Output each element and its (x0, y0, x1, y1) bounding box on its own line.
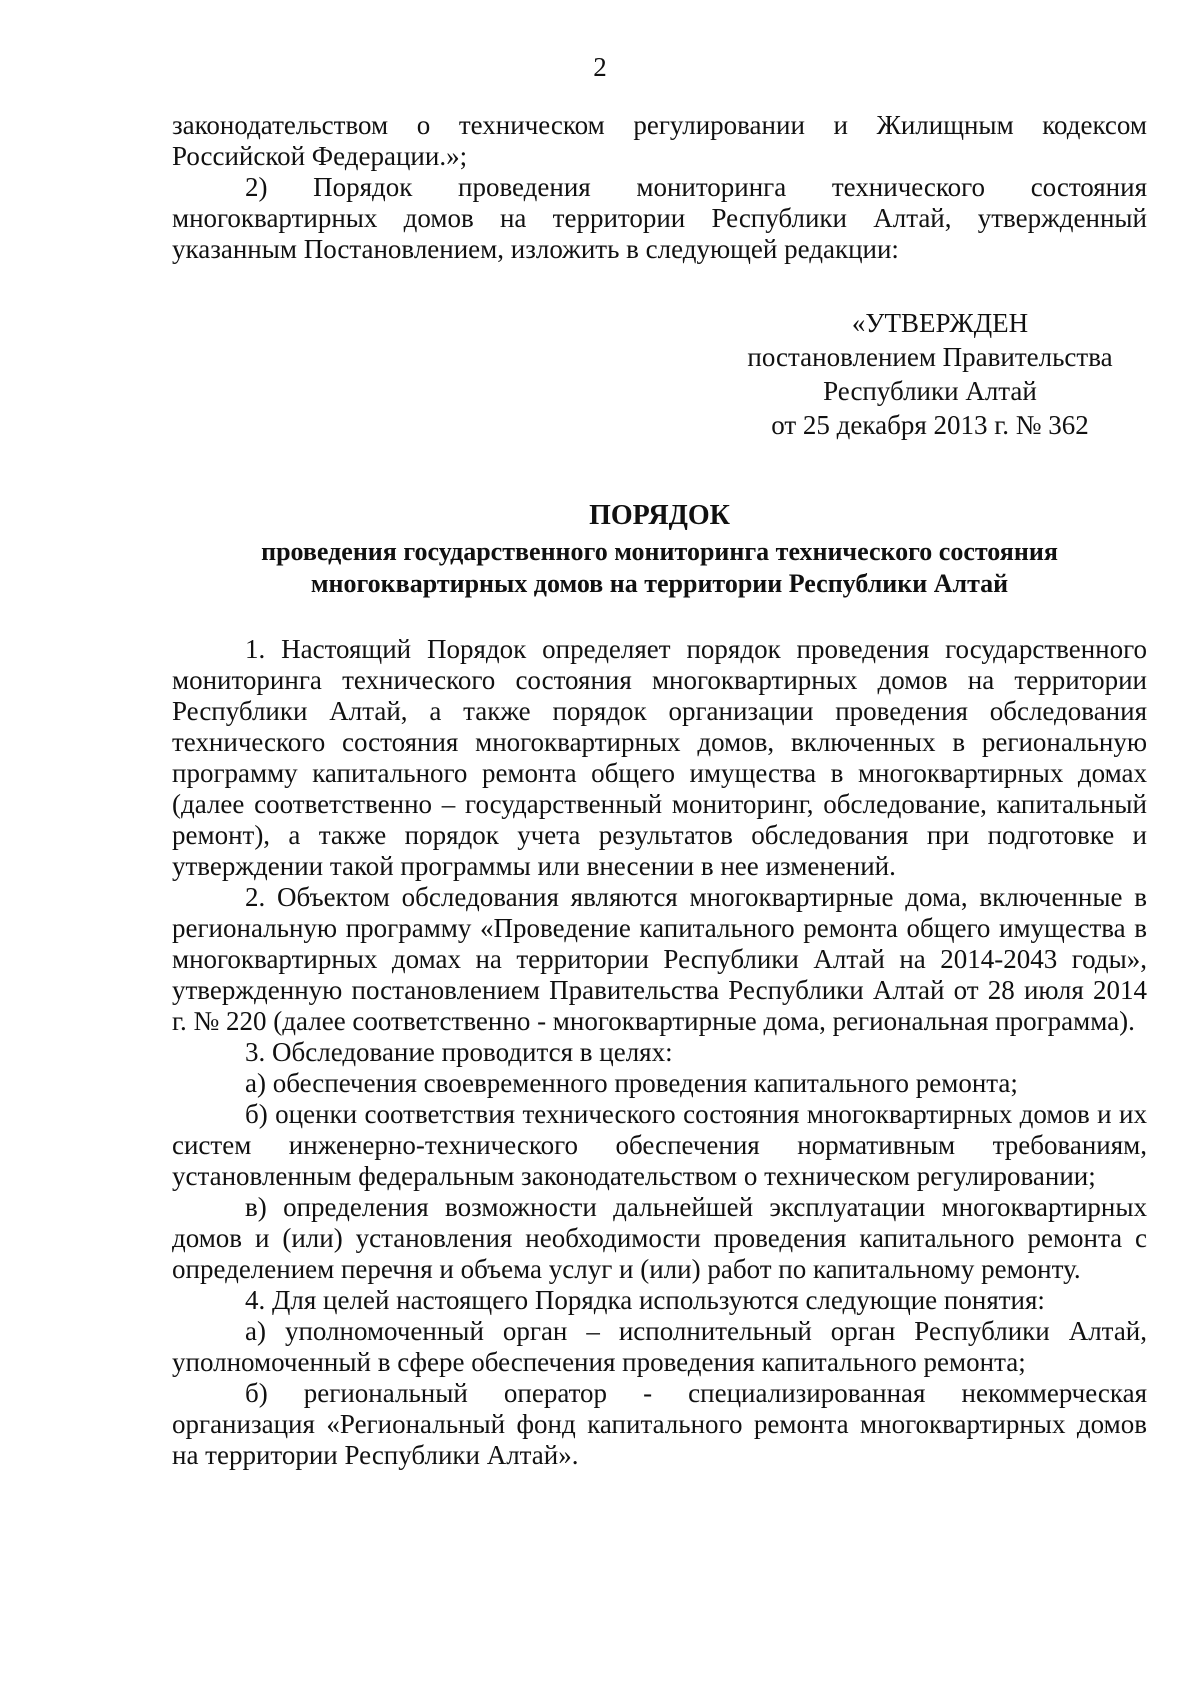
paragraph-3: 3. Обследование проводится в целях: (245, 1037, 673, 1067)
intro-text (172, 110, 1147, 265)
paragraph-3b: б) оценки соответствия технического состояния многоквартирных домов и их систем инженерно-технического обеспечения нормативным требованиям, установленным федеральным законодательством о техническом регулировании; (172, 1099, 1147, 1191)
paragraph-4: 4. Для целей настоящего Порядка используются следующие понятия: (245, 1285, 1045, 1315)
approval-line-2: постановлением Правительства (747, 342, 1113, 372)
title-main: ПОРЯДОК (589, 500, 730, 531)
main-text (172, 634, 1147, 1471)
paragraph-3c: в) определения возможности дальнейшей эксплуатации многоквартирных домов и (или) установления необходимости проведения капитального ремонта с определением перечня и объема услуг и (или) работ по капитальному ремонту. (172, 1192, 1147, 1284)
approval-line-1: «УТВЕРЖДЕН (851, 308, 1029, 338)
approval-line-3: Республики Алтай (823, 376, 1037, 406)
intro-paragraph-1: законодательством о техническом регулировании и Жилищным кодексом Российской Федерации.»; (172, 110, 1147, 171)
title-sub-line-1: проведения государственного мониторинга технического состояния (261, 537, 1058, 566)
approval-line-4: от 25 декабря 2013 г. № 362 (771, 410, 1089, 440)
page-number: 2 (593, 52, 607, 82)
paragraph-3a: а) обеспечения своевременного проведения капитального ремонта; (245, 1068, 1018, 1098)
paragraph-4a: а) уполномоченный орган – исполнительный орган Республики Алтай, уполномоченный в сфере обеспечения проведения капитального ремонта; (172, 1316, 1147, 1377)
intro-paragraph-2: 2) Порядок проведения мониторинга технического состояния многоквартирных домов на территории Республики Алтай, утвержденный указанным Постановлением, изложить в следующей редакции: (172, 172, 1147, 264)
paragraph-4b: б) региональный оператор - специализированная некоммерческая организация «Региональный фонд капитального ремонта многоквартирных домов на территории Республики Алтай». (172, 1378, 1147, 1470)
paragraph-1: 1. Настоящий Порядок определяет порядок проведения государственного мониторинга технического состояния многоквартирных домов на территории Республики Алтай, а также порядок организации проведения обследования технического состояния многоквартирных домов, включенных в региональную программу капитального ремонта общего имущества в многоквартирных домах (далее соответственно – государственный мониторинг, обследование, капитальный ремонт), а также порядок учета результатов обследования при подготовке и утверждении такой программы или внесении в нее изменений. (172, 634, 1147, 881)
approval-stamp (700, 306, 1160, 442)
title-sub-line-2: многоквартирных домов на территории Республики Алтай (310, 569, 1009, 598)
document-title (172, 500, 1147, 600)
paragraph-2: 2. Объектом обследования являются многоквартирные дома, включенные в региональную программу «Проведение капитального ремонта общего имущества в многоквартирных домах на территории Республики Алтай на 2014-2043 годы», утвержденную постановлением Правительства Республики Алтай от 28 июля 2014 г. № 220 (далее соответственно - многоквартирные дома, региональная программа). (172, 882, 1147, 1036)
